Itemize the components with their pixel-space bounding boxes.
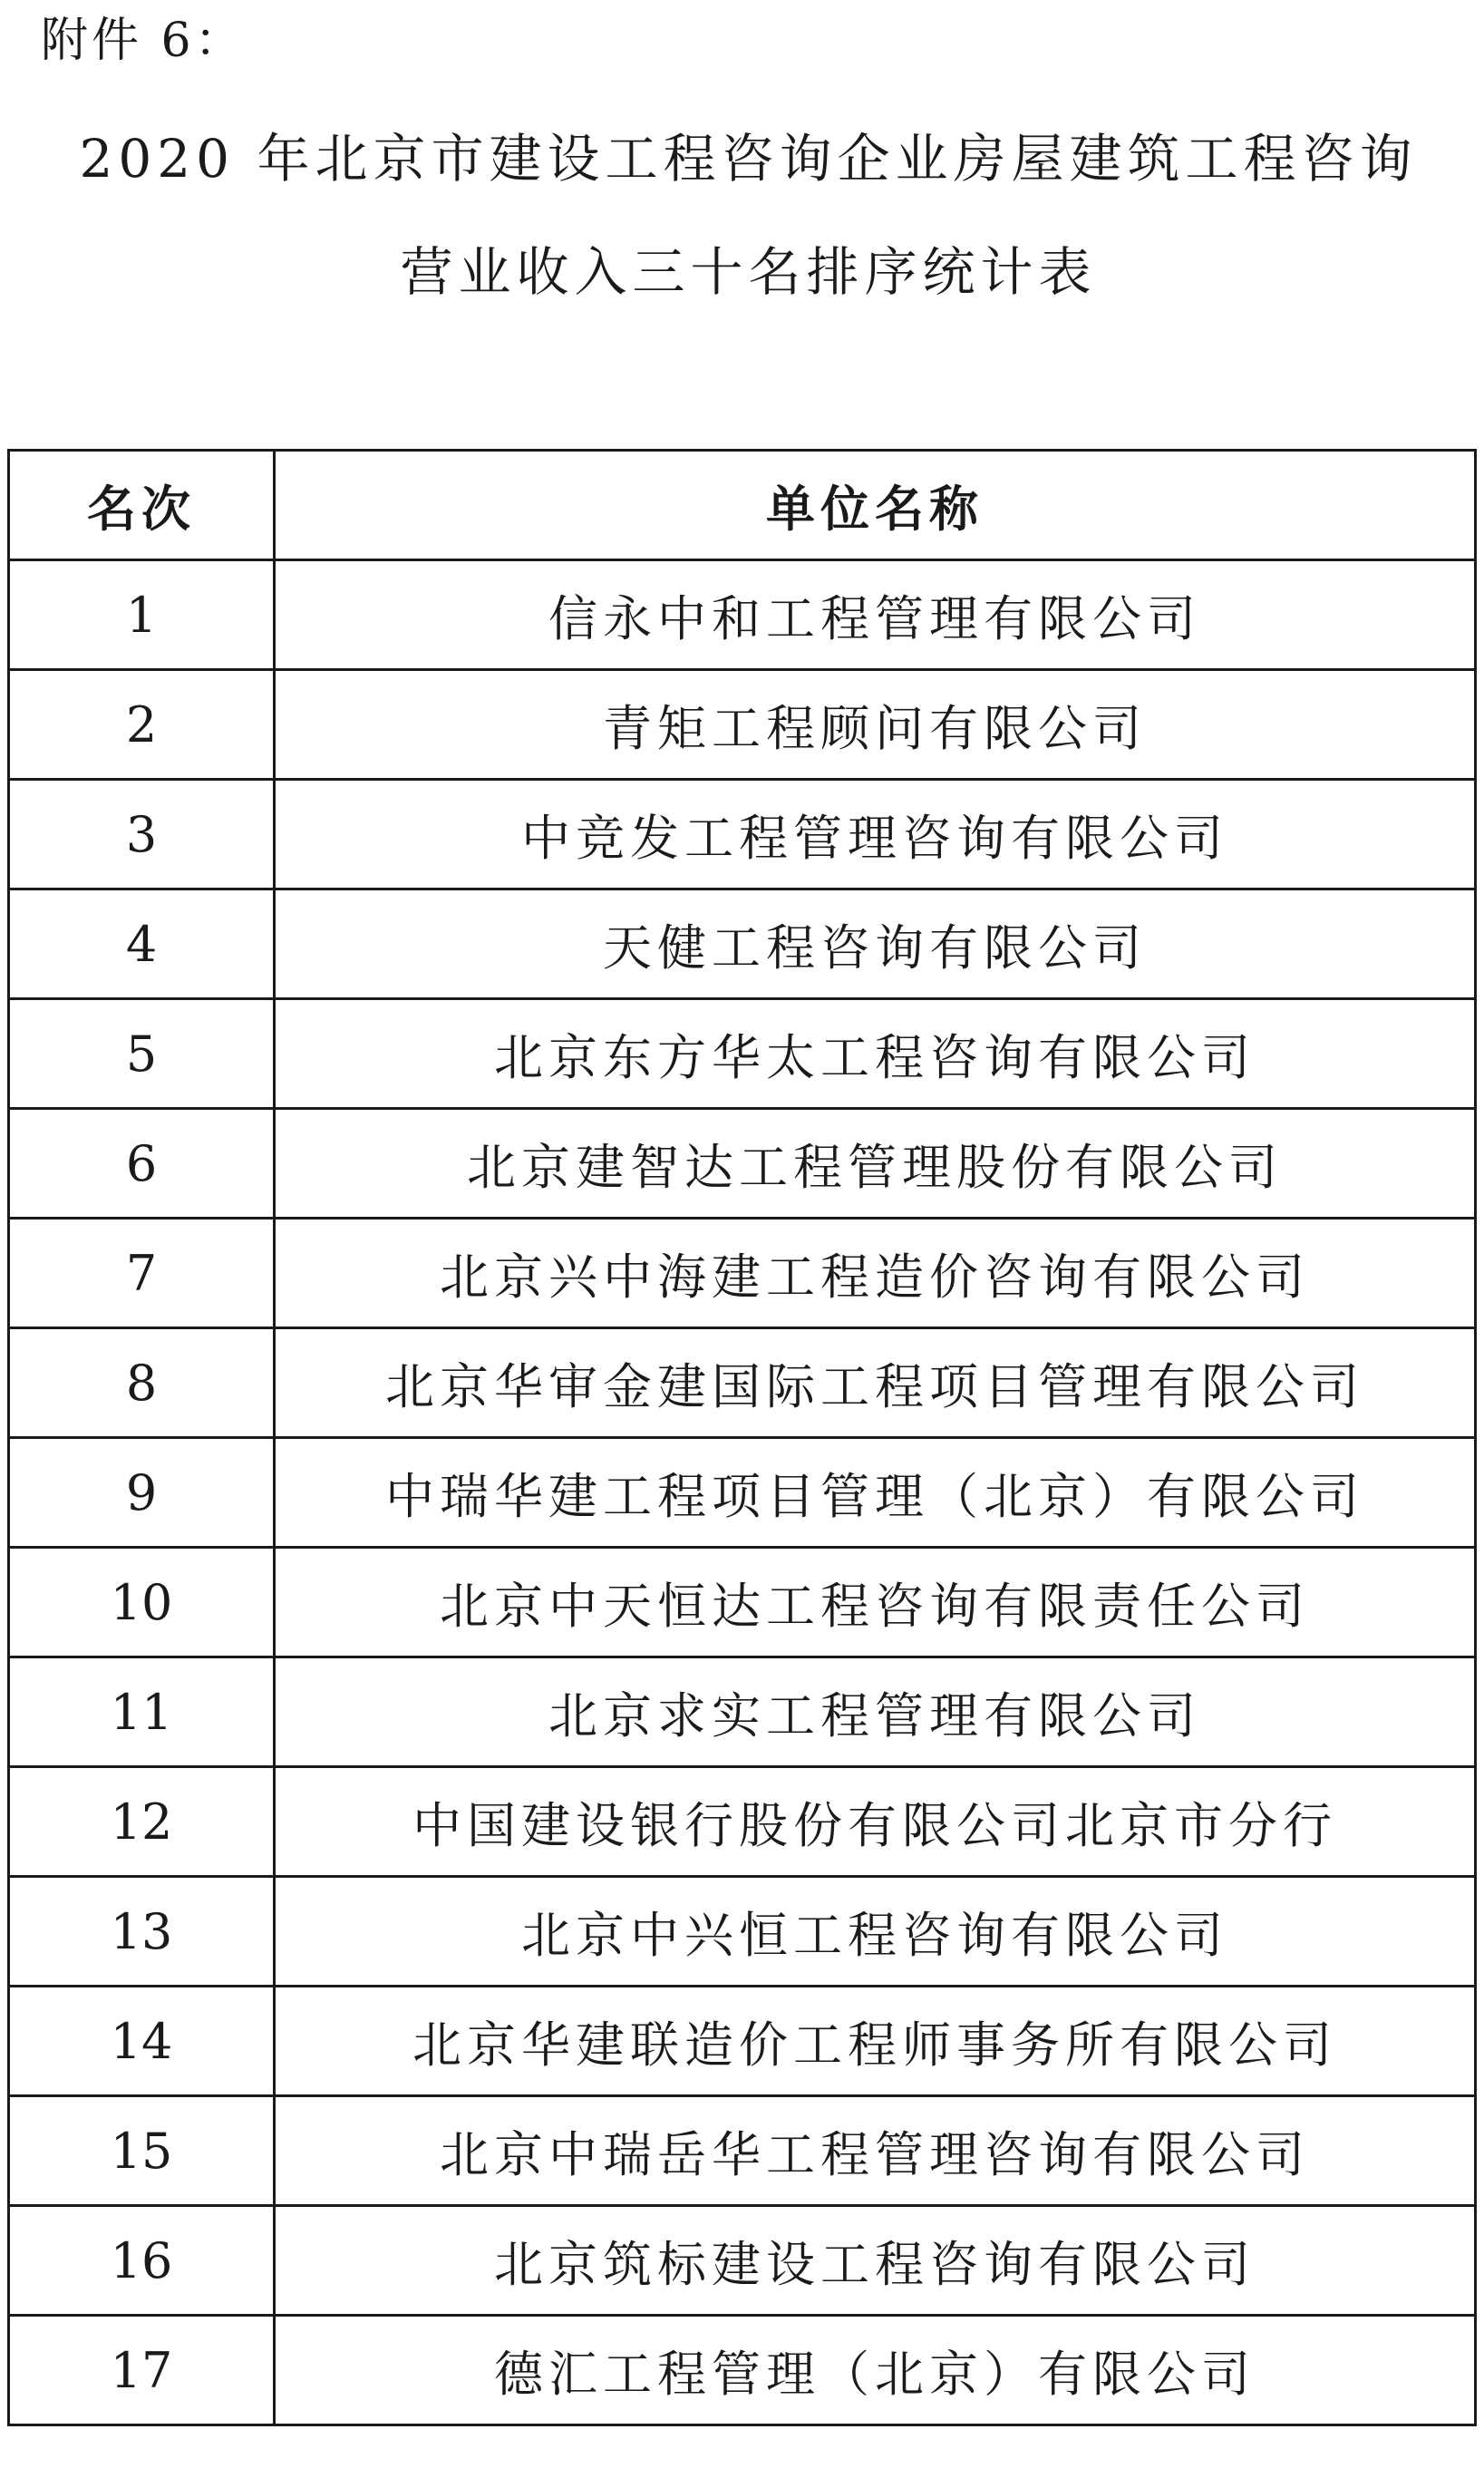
rank-cell: 3 bbox=[9, 780, 275, 889]
company-name-cell: 中瑞华建工程项目管理（北京）有限公司 bbox=[275, 1438, 1476, 1548]
company-name-cell: 天健工程咨询有限公司 bbox=[275, 889, 1476, 999]
company-name-cell: 北京华建联造价工程师事务所有限公司 bbox=[275, 1987, 1476, 2096]
company-name-cell: 中竞发工程管理咨询有限公司 bbox=[275, 780, 1476, 889]
rank-cell: 10 bbox=[9, 1548, 275, 1657]
company-name-cell: 北京华审金建国际工程项目管理有限公司 bbox=[275, 1328, 1476, 1438]
rank-cell: 9 bbox=[9, 1438, 275, 1548]
table-row bbox=[9, 1877, 1476, 1987]
table-row bbox=[9, 1548, 1476, 1657]
table-row bbox=[9, 1219, 1476, 1328]
company-name-cell: 北京中兴恒工程咨询有限公司 bbox=[275, 1877, 1476, 1987]
table-row bbox=[9, 1657, 1476, 1767]
table-row bbox=[9, 1767, 1476, 1877]
company-name-cell: 北京中瑞岳华工程管理咨询有限公司 bbox=[275, 2096, 1476, 2206]
rank-cell: 5 bbox=[9, 999, 275, 1109]
table-header-row bbox=[9, 451, 1476, 560]
company-name-cell: 北京筑标建设工程咨询有限公司 bbox=[275, 2206, 1476, 2316]
table-row bbox=[9, 1109, 1476, 1219]
rank-cell: 12 bbox=[9, 1767, 275, 1877]
table-row bbox=[9, 999, 1476, 1109]
table-row bbox=[9, 1987, 1476, 2096]
rank-cell: 8 bbox=[9, 1328, 275, 1438]
rank-cell: 11 bbox=[9, 1657, 275, 1767]
table-row bbox=[9, 2096, 1476, 2206]
company-name-cell: 信永中和工程管理有限公司 bbox=[275, 560, 1476, 670]
company-name-cell: 北京求实工程管理有限公司 bbox=[275, 1657, 1476, 1767]
rank-cell: 17 bbox=[9, 2316, 275, 2425]
column-header-company-name: 单位名称 bbox=[275, 451, 1476, 560]
table-row bbox=[9, 2206, 1476, 2316]
table-row bbox=[9, 1328, 1476, 1438]
company-name-cell: 中国建设银行股份有限公司北京市分行 bbox=[275, 1767, 1476, 1877]
rank-cell: 15 bbox=[9, 2096, 275, 2206]
company-name-cell: 北京建智达工程管理股份有限公司 bbox=[275, 1109, 1476, 1219]
table-row bbox=[9, 560, 1476, 670]
company-name-cell: 青矩工程顾问有限公司 bbox=[275, 670, 1476, 780]
column-header-rank: 名次 bbox=[9, 451, 275, 560]
rank-cell: 16 bbox=[9, 2206, 275, 2316]
rank-cell: 6 bbox=[9, 1109, 275, 1219]
company-name-cell: 北京中天恒达工程咨询有限责任公司 bbox=[275, 1548, 1476, 1657]
rank-cell: 4 bbox=[9, 889, 275, 999]
table-row bbox=[9, 1438, 1476, 1548]
table-row bbox=[9, 780, 1476, 889]
company-name-cell: 德汇工程管理（北京）有限公司 bbox=[275, 2316, 1476, 2425]
document-title-line-2: 营业收入三十名排序统计表 bbox=[400, 241, 1097, 303]
rank-cell: 14 bbox=[9, 1987, 275, 2096]
rank-cell: 7 bbox=[9, 1219, 275, 1328]
table-row bbox=[9, 670, 1476, 780]
rank-cell: 13 bbox=[9, 1877, 275, 1987]
attachment-label: 附件 6： bbox=[41, 14, 246, 68]
ranking-table bbox=[7, 449, 1477, 2426]
company-name-cell: 北京兴中海建工程造价咨询有限公司 bbox=[275, 1219, 1476, 1328]
document-title-line-1: 2020 年北京市建设工程咨询企业房屋建筑工程咨询 bbox=[79, 128, 1418, 189]
rank-cell: 1 bbox=[9, 560, 275, 670]
rank-cell: 2 bbox=[9, 670, 275, 780]
table-row bbox=[9, 889, 1476, 999]
table-row bbox=[9, 2316, 1476, 2425]
company-name-cell: 北京东方华太工程咨询有限公司 bbox=[275, 999, 1476, 1109]
